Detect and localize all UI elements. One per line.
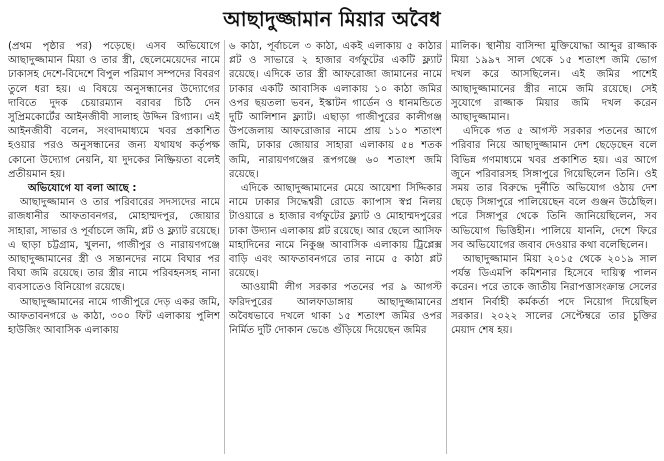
column-divider-1 <box>224 40 225 454</box>
column1-subheading: অভিযোগে যা বলা আছে : <box>28 183 137 195</box>
column2-paragraph-1: ৬ কাঠা, পূর্বাচলে ৩ কাঠা, একই এলাকায় ৫ কাঠার প্লট ও সাভারে ২ হাজার বর্গফুটের একটি ফ্ল্যাট রয়েছে। এদিকে তার স্ত্রী আফরোজা জামানের নামে ঢাকার একটি আবাসিক এলাকায় ১০ কাঠা জমির ওপর ছয়তলা ভবন, ইস্কাটন গার্ডেন ও ধানমন্ডিতে দুটি আলিশান ফ্ল্যাট। এছাড়া গাজীপুরের কালীগঞ্জ উপজেলায় আফরোজার নামে প্রায় ১১০ শতাংশ জমি, ঢাকার জোয়ার সাহারা এলাকায় ৫৪ শতক জমি, নারায়ণগঞ্জের রূপগঞ্জে ৬০ শতাংশ জমি রয়েছে। <box>229 41 442 180</box>
article-column-3 <box>451 40 657 458</box>
column3-paragraph-1: মালিক। স্থানীয় বাসিন্দা মুক্তিযোদ্ধা আব্দুর রাজ্জাক মিয়া ১৯৯৭ সাল থেকে ১৫ শতাংশ জমি ভোগ দখল করে আসছিলেন। এই জমির পাশেই আছাদুজ্জামানের স্ত্রীর নামে জমি রয়েছে। সেই সুযোগে রাজ্জাক মিয়ার জমি দখল করেন আছাদুজ্জামান। <box>451 41 657 124</box>
column1-paragraph-3: আছাদুজ্জামানের নামে গাজীপুরে দেড় একর জমি, আফতাবনগরে ৬ কাঠা, ৩০০ ফিট এলাকায় পুলিশ হাউজিং আবাসিক এলাকায় <box>8 296 220 337</box>
article-column-1 <box>8 40 220 458</box>
column2-paragraph-2: এদিকে আছাদুজ্জামানের মেয়ে আয়েশা সিদ্দিকার নামে ঢাকার সিদ্ধেশ্বরী রোডে ক্যাপাস স্বপ্ন নিলয় টাওয়ারে ৪ হাজার বর্গফুটের ফ্ল্যাট ও মোহাম্মদপুরের ঢাকা উদ্যান এলাকায় প্লট রয়েছে। আর ছেলে আসিফ মাহাদিনের নামে নিকুঞ্জ আবাসিক এলাকায় ট্রিপ্লেক্স বাড়ি এবং আফতাবনগরে তার নামে ৫ কাঠা প্লট রয়েছে। <box>229 183 442 280</box>
article-column-2 <box>229 40 442 458</box>
column3-paragraph-3: আছাদুজ্জামান মিয়া ২০১৫ থেকে ২০১৯ সাল পর্যন্ত ডিএমপি কমিশনার হিসেবে দায়িত্ব পালন করেন। পরে তাকে জাতীয় নিরাপত্তাসংক্রান্ত সেলের প্রধান নির্বাহী কর্মকর্তা পদে নিয়োগ দিয়েছিল সরকার। ২০২২ সালের সেপ্টেম্বরে তার চুক্তির মেয়াদ শেষ হয়। <box>451 254 657 337</box>
column1-paragraph-2: আছাদুজ্জামান ও তার পরিবারের সদস্যদের নামে রাজধানীর আফতাবনগর, মোহাম্মদপুর, জোয়ার সাহারা, সাভার ও পূর্বাচলে জমি, প্লট ও ফ্ল্যাট রয়েছে। এ ছাড়া চট্টগ্রাম, খুলনা, গাজীপুর ও নারায়ণগঞ্জে আছাদুজ্জামানের স্ত্রী ও সন্তানদের নামে বিঘার পর বিঘা জমি রয়েছে। তার স্ত্রীর নামে পরিবহনসহ নানা ব্যবসাতেও বিনিয়োগ রয়েছে। <box>8 197 220 294</box>
column-divider-2 <box>446 40 447 454</box>
column1-paragraph-1: (প্রথম পৃষ্ঠার পর) পড়েছে। এসব অভিযোগে আছাদুজ্জামান মিয়া ও তার স্ত্রী, ছেলেমেয়েদের নামে ঢাকাসহ দেশে-বিদেশে বিপুল পরিমাণ সম্পদের বিবরণ তুলে ধরা হয়। এ বিষয়ে অনুসন্ধানের উদ্যোগের দাবিতে দুদক চেয়ারম্যান বরাবর চিঠি দেন সুপ্রিমকোর্টের আইনজীবী সালাহ উদ্দিন রিগ্যান। এই আইনজীবী বলেন, সংবাদমাধ্যমে খবর প্রকাশিত হওয়ার পরও অনুসন্ধানের জন্য যথাযথ কর্তৃপক্ষ কোনো উদ্যোগ নেয়নি, যা দুদকের নিষ্ক্রিয়তা বলেই প্রতীয়মান হয়। <box>8 41 220 180</box>
column3-paragraph-2: এদিকে গত ৫ আগস্ট সরকার পতনের আগে পরিবার নিয়ে আছাদুজ্জামান দেশ ছেড়েছেন বলে বিভিন্ন গণমাধ্যমে খবর প্রকাশিত হয়। এর আগে জুনে পরিবারসহ সিঙ্গাপুরে গিয়েছিলেন তিনি। ওই সময় তার বিরুদ্ধে দুর্নীতি অভিযোগ ওঠায় দেশ ছেড়ে সিঙ্গাপুরে পালিয়েছেন বলে গুঞ্জন উঠেছিল। পরে সিঙ্গাপুর থেকে তিনি জানিয়েছিলেন, সব অভিযোগ ভিত্তিহীন। পালিয়ে যাননি, দেশে ফিরে সব অভিযোগের জবাব দেওয়ার কথা বলেছিলেন। <box>451 126 657 251</box>
column2-paragraph-3: আওয়ামী লীগ সরকার পতনের পর ৯ আগস্ট ফরিদপুরের আলফাডাঙ্গায় আছাদুজ্জামানের অবৈধভাবে দখলে থাকা ১৫ শতাংশ জমির ওপর নির্মিত দুটি দোকান ভেঙে গুঁড়িয়ে দিয়েছেন জমির <box>229 282 442 337</box>
headline: আছাদুজ্জামান মিয়ার অবৈধ <box>223 7 441 31</box>
